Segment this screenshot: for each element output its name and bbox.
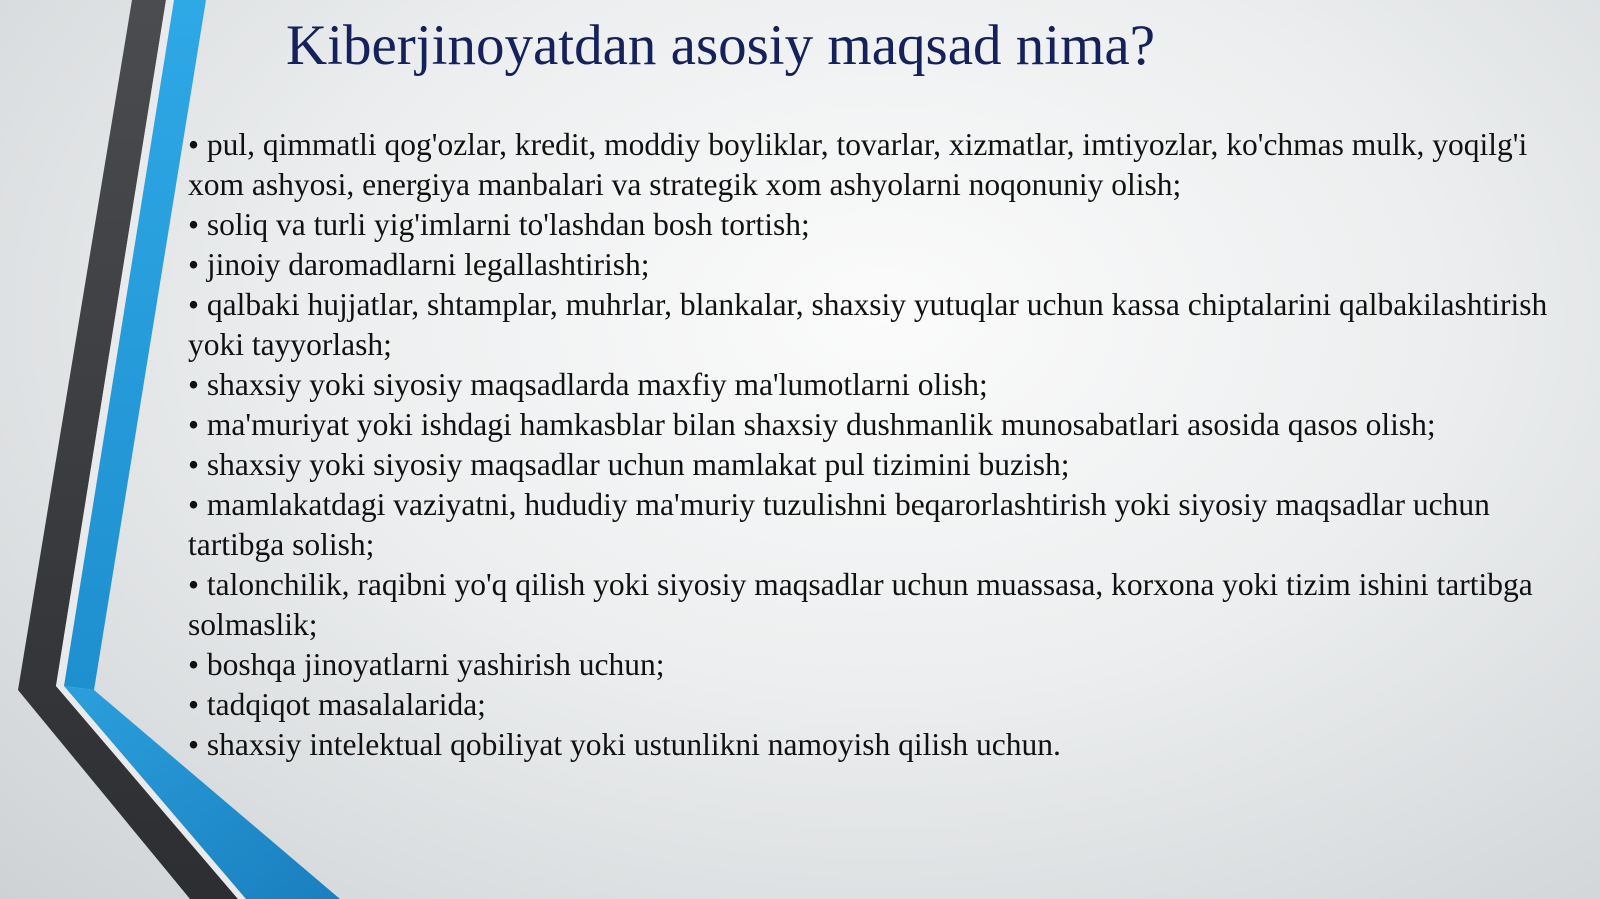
bullet-glyph: • [188, 407, 200, 442]
bullet-glyph: • [188, 287, 200, 322]
list-item-text: jinoiy daromadlarni legallashtirish; [206, 247, 650, 282]
list-item [188, 645, 1583, 685]
bullet-glyph: • [188, 647, 200, 682]
list-item [188, 485, 1583, 565]
bullet-list [188, 125, 1583, 765]
list-item [188, 405, 1583, 445]
list-item [188, 725, 1583, 765]
list-item [188, 205, 1583, 245]
slide-title: Kiberjinoyatdan asosiy maqsad nima? [286, 14, 1156, 77]
list-item-text: talonchilik, raqibni yo'q qilish yoki siyosiy maqsadlar uchun muassasa, korxona yoki tizim ishini tartibga solmaslik; [188, 567, 1533, 642]
list-item [188, 685, 1583, 725]
list-item-text: soliq va turli yig'imlarni to'lashdan bosh tortish; [206, 207, 810, 242]
list-item-text: boshqa jinoyatlarni yashirish uchun; [206, 647, 665, 682]
list-item-text: shaxsiy yoki siyosiy maqsadlar uchun mamlakat pul tizimini buzish; [206, 447, 1070, 482]
bullet-glyph: • [188, 127, 200, 162]
list-item [188, 565, 1583, 645]
bullet-glyph: • [188, 567, 200, 602]
bullet-glyph: • [188, 247, 200, 282]
bullet-glyph: • [188, 687, 200, 722]
list-item-text: mamlakatdagi vaziyatni, hududiy ma'muriy tuzulishni beqarorlashtirish yoki siyosiy maqsadlar uchun tartibga solish; [188, 487, 1490, 562]
list-item-text: qalbaki hujjatlar, shtamplar, muhrlar, blankalar, shaxsiy yutuqlar uchun kassa chiptalarini qalbakilashtirish yoki tayyorlash; [188, 287, 1548, 362]
list-item [188, 365, 1583, 405]
list-item [188, 445, 1583, 485]
bullet-glyph: • [188, 207, 200, 242]
bullet-glyph: • [188, 727, 200, 762]
list-item-text: shaxsiy intelektual qobiliyat yoki ustunlikni namoyish qilish uchun. [206, 727, 1061, 762]
bullet-glyph: • [188, 487, 200, 522]
list-item-text: pul, qimmatli qog'ozlar, kredit, moddiy boyliklar, tovarlar, xizmatlar, imtiyozlar, ko'chmas mulk, yoqilg'i xom ashyosi, energiya manbalari va strategik xom ashyolarni noqonuniy olish; [188, 127, 1528, 202]
list-item-text: tadqiqot masalalarida; [206, 687, 486, 722]
list-item-text: shaxsiy yoki siyosiy maqsadlarda maxfiy ma'lumotlarni olish; [206, 367, 988, 402]
list-item-text: ma'muriyat yoki ishdagi hamkasblar bilan shaxsiy dushmanlik munosabatlari asosida qasos olish; [206, 407, 1436, 442]
list-item [188, 285, 1583, 365]
list-item [188, 245, 1583, 285]
bullet-glyph: • [188, 367, 200, 402]
bullet-glyph: • [188, 447, 200, 482]
list-item [188, 125, 1583, 205]
